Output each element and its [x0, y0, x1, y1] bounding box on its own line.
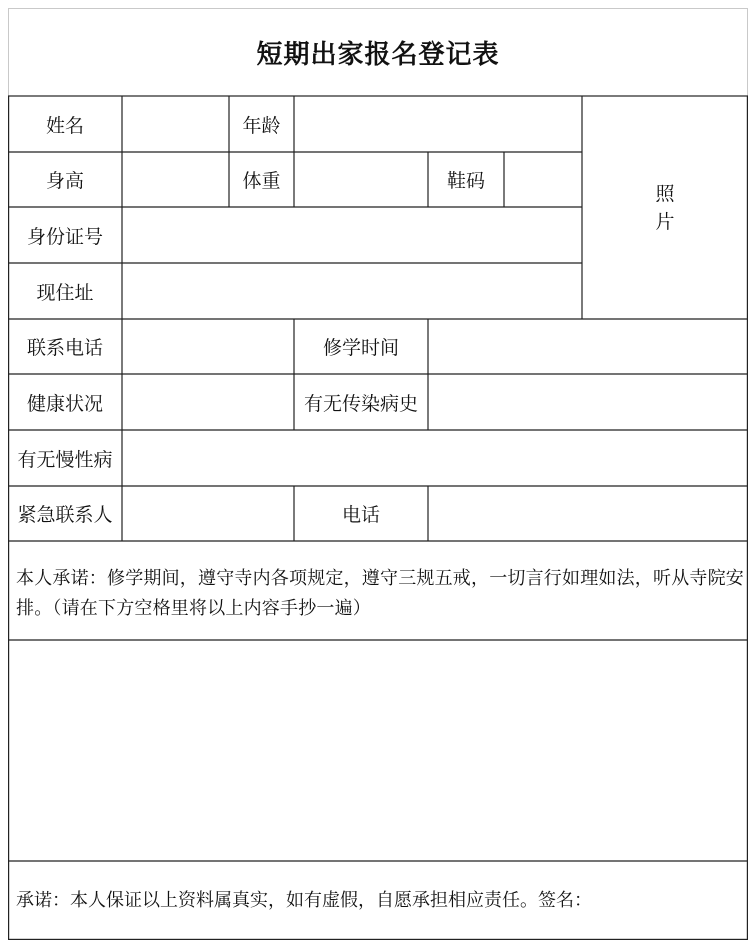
address-field[interactable]	[122, 263, 582, 319]
final-pledge-signature[interactable]: 承诺：本人保证以上资料属真实，如有虚假，自愿承担相应责任。签名：	[16, 890, 592, 911]
health-field[interactable]	[122, 374, 294, 430]
weight-label: 体重	[242, 170, 281, 192]
infectious-label: 有无传染病史	[303, 392, 418, 415]
photo-label	[582, 180, 748, 236]
copy-area[interactable]	[8, 640, 748, 861]
id-number-label: 身份证号	[26, 225, 103, 248]
chronic-field[interactable]	[122, 430, 748, 486]
height-label: 身高	[45, 170, 84, 192]
phone-label: 联系电话	[26, 337, 103, 359]
registration-form	[8, 8, 748, 940]
study-time-field[interactable]	[428, 319, 748, 374]
pledge-text: 本人承诺：修学期间，遵守寺内各项规定，遵守三规五戒，一切言行如理如法，听从寺院安排。（请在下方空格里将以上内容手抄一遍）	[16, 568, 744, 619]
emergency-phone-field[interactable]	[428, 486, 748, 541]
shoe-size-label: 鞋码	[446, 170, 485, 192]
address-label: 现住址	[36, 281, 94, 304]
shoe-size-field[interactable]	[504, 152, 582, 207]
infectious-field[interactable]	[428, 374, 748, 430]
photo-label-line1: 照	[655, 183, 675, 205]
study-time-label: 修学时间	[322, 337, 399, 359]
phone-field[interactable]	[122, 319, 294, 374]
id-number-field[interactable]	[122, 207, 582, 263]
age-field[interactable]	[294, 96, 582, 152]
emergency-contact-label: 紧急联系人	[17, 504, 113, 526]
weight-field[interactable]	[294, 152, 428, 207]
health-label: 健康状况	[26, 392, 103, 415]
emergency-contact-field[interactable]	[122, 486, 294, 541]
name-field[interactable]	[122, 96, 229, 152]
emergency-phone-label: 电话	[341, 504, 380, 526]
chronic-label: 有无慢性病	[17, 448, 113, 471]
height-field[interactable]	[122, 152, 229, 207]
form-title: 短期出家报名登记表	[256, 40, 500, 70]
name-label: 姓名	[45, 114, 84, 137]
age-label: 年龄	[242, 114, 281, 137]
photo-label-line2: 片	[655, 211, 675, 233]
